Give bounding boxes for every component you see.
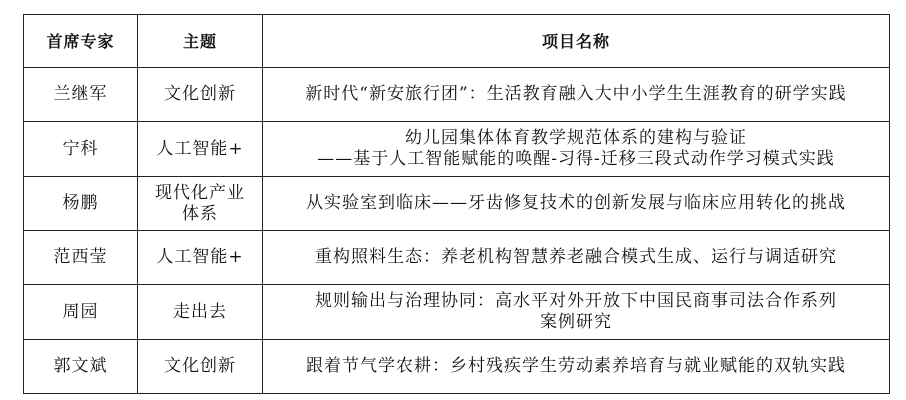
expert-cell: 郭文斌 (24, 340, 138, 394)
project-line: 新时代“新安旅行团”：生活教育融入大中小学生生涯教育的研学实践 (305, 84, 847, 104)
expert-cell: 杨鹏 (24, 177, 138, 231)
expert-cell: 宁科 (24, 122, 138, 177)
project-line: 跟着节气学农耕：乡村残疾学生劳动素养培育与就业赋能的双轨实践 (306, 356, 846, 376)
table-row (24, 340, 890, 394)
header-project-name: 项目名称 (263, 15, 890, 68)
project-subtitle-line: ——基于人工智能赋能的唤醒-习得-迁移三段式动作学习模式实践 (317, 149, 835, 169)
theme-line: 走出去 (173, 301, 227, 322)
theme-line: 人工智能+ (156, 138, 244, 159)
table-row (24, 122, 890, 177)
project-line: 案例研究 (540, 312, 612, 332)
project-line: 幼儿园集体体育教学规范体系的建构与验证 (405, 128, 747, 148)
theme-cell (138, 68, 263, 122)
expert-cell: 范西莹 (24, 231, 138, 285)
project-cell (263, 340, 890, 394)
table-header-row (24, 15, 890, 68)
table-row (24, 68, 890, 122)
project-line: 从实验室到临床——牙齿修复技术的创新发展与临床应用转化的挑战 (306, 193, 846, 213)
theme-line: 文化创新 (164, 356, 236, 376)
theme-cell (138, 122, 263, 177)
table-row (24, 285, 890, 340)
project-cell (263, 122, 890, 177)
theme-cell (138, 177, 263, 231)
project-cell (263, 68, 890, 122)
expert-project-table (23, 14, 890, 394)
theme-line: 体系 (182, 203, 218, 224)
theme-line: 文化创新 (164, 84, 236, 104)
header-expert: 首席专家 (24, 15, 138, 68)
header-theme: 主题 (138, 15, 263, 68)
theme-line: 人工智能+ (156, 247, 244, 267)
project-line: 重构照料生态：养老机构智慧养老融合模式生成、运行与调适研究 (315, 247, 837, 267)
project-cell (263, 177, 890, 231)
expert-cell: 兰继军 (24, 68, 138, 122)
theme-cell (138, 231, 263, 285)
theme-cell (138, 340, 263, 394)
project-cell (263, 231, 890, 285)
theme-line: 现代化产业 (155, 182, 245, 203)
expert-cell: 周园 (24, 285, 138, 340)
table-row (24, 177, 890, 231)
table-row (24, 231, 890, 285)
project-cell (263, 285, 890, 340)
theme-cell (138, 285, 263, 340)
project-line: 规则输出与治理协同：高水平对外开放下中国民商事司法合作系列 (315, 291, 837, 311)
